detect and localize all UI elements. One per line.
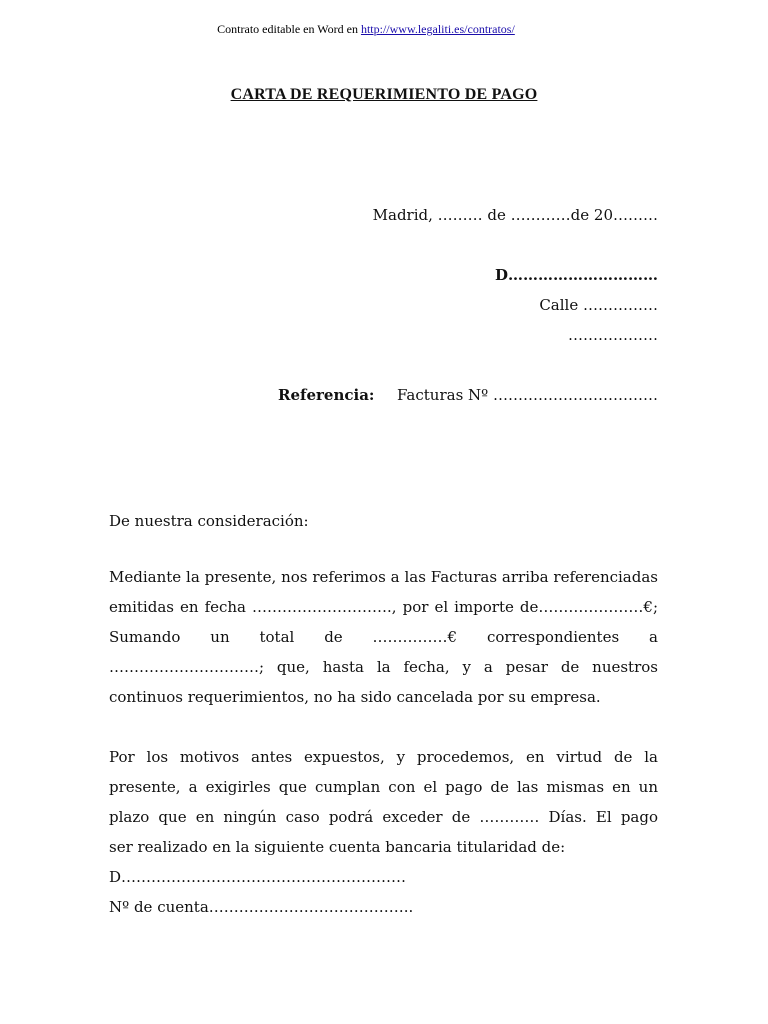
paragraph-2-line: plazo que en ningún caso podrá exceder de ………… Días. El pago <box>109 808 658 826</box>
paragraph-1 <box>109 562 658 712</box>
header-note-text: Contrato editable en Word en <box>217 22 361 36</box>
recipient-name: D………………………… <box>494 266 658 284</box>
account-number-line: Nº de cuenta………………………………….. <box>109 898 414 916</box>
date-line: Madrid, ……… de …………de 20……… <box>372 206 658 224</box>
paragraph-1-line: Sumando un total de ……………€ correspondientes a <box>109 628 658 646</box>
paragraph-1-line: …………………………; que, hasta la fecha, y a pesar de nuestros <box>109 658 658 676</box>
recipient-street: Calle …………… <box>539 296 658 314</box>
paragraph-2-line: ser realizado en la siguiente cuenta bancaria titularidad de: <box>109 838 566 856</box>
paragraph-2-line: Por los motivos antes expuestos, y procedemos, en virtud de la <box>109 748 658 766</box>
salutation <box>109 506 658 536</box>
paragraph-2 <box>109 742 658 922</box>
account-holder-line: D………………………………………………… <box>109 868 407 886</box>
paragraph-1-line: emitidas en fecha ………………………., por el importe de…………………€; <box>109 598 658 616</box>
header-note <box>0 22 732 37</box>
reference-value: Facturas Nº …………………………… <box>397 386 658 404</box>
document-title: CARTA DE REQUERIMIENTO DE PAGO <box>230 86 538 103</box>
reference-label: Referencia: <box>278 386 375 404</box>
paragraph-1-line: Mediante la presente, nos referimos a las Facturas arriba referenciadas <box>109 568 658 586</box>
paragraph-2-line: presente, a exigirles que cumplan con el pago de las mismas en un <box>109 778 658 796</box>
recipient-extra: ……………… <box>568 326 658 344</box>
contracts-link[interactable]: http://www.legaliti.es/contratos/ <box>360 22 515 36</box>
paragraph-1-line: continuos requerimientos, no ha sido cancelada por su empresa. <box>109 688 601 706</box>
salutation-text: De nuestra consideración: <box>109 512 309 530</box>
